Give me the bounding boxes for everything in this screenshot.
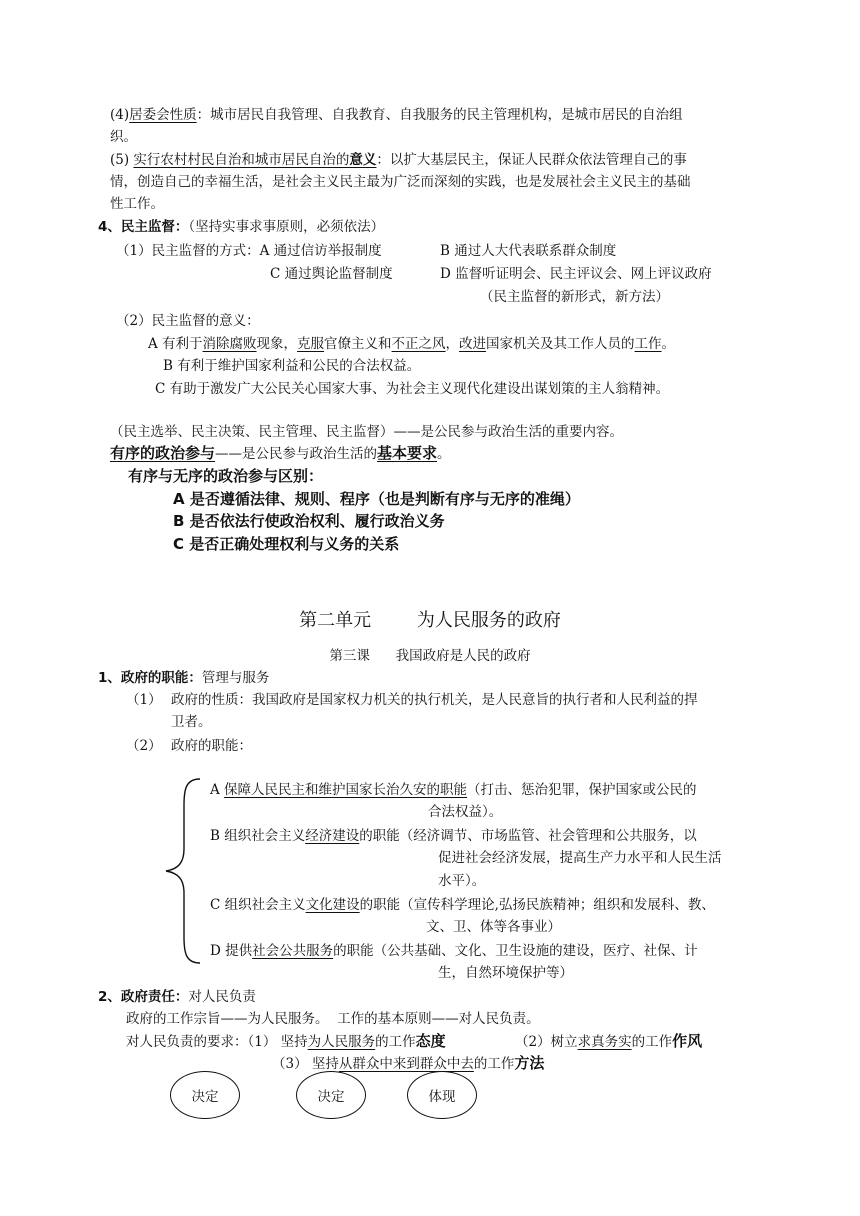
item-4-line1: (4)居委会性质：城市居民自我管理、自我教育、自我服务的民主管理机构，是城市居民的自治组 [110, 107, 683, 123]
supervision-methods-label: （1）民主监督的方式：A 通过信访举报制度 [116, 243, 382, 259]
curly-brace-icon [160, 775, 208, 967]
government-nature-line1: 政府的性质：我国政府是国家权力机关的执行机关，是人民意旨的执行者和人民利益的捍 [171, 692, 698, 708]
functions-label: 政府的职能： [171, 738, 252, 754]
orderly-participation-line: 有序的政治参与——是公民参与政治生活的基本要求。 [110, 444, 451, 462]
difference-title: 有序与无序的政治参与区别： [128, 467, 324, 485]
unit-title: 第二单元 为人民服务的政府 [299, 610, 561, 631]
significance-a: A 有利于消除腐败现象，克服官僚主义和不正之风，改进国家机关及其工作人员的工作。 [148, 336, 676, 352]
government-nature-line2: 卫者。 [171, 714, 212, 730]
significance-b: B 有利于维护国家利益和公民的合法权益。 [163, 358, 421, 374]
oval-decide-1: 决定 [170, 1071, 240, 1119]
nature-number: （1） [126, 692, 162, 708]
function-b-line1: B 组织社会主义经济建设的职能（经济调节、市场监管、社会管理和公共服务，以 [210, 828, 697, 844]
item-5-line2: 情，创造自己的幸福生活，是社会主义民主最为广泛而深刻的实践，也是发展社会主义民主的基础 [110, 174, 691, 190]
section-2-heading: 2、政府责任：对人民负责 [98, 989, 256, 1005]
method-d: D 监督听证明会、民主评议会、网上评议政府 [440, 266, 712, 282]
difference-a: A 是否遵循法律、规则、程序（也是判断有序与无序的准绳） [173, 490, 580, 508]
work-purpose-line: 政府的工作宗旨——为人民服务。 工作的基本原则——对人民负责。 [126, 1011, 540, 1027]
method-c: C 通过舆论监督制度 [270, 266, 393, 282]
requirement-2: （2）树立求真务实的工作作风 [515, 1032, 703, 1050]
significance-c: C 有助于激发广大公民关心国家大事、为社会主义现代化建设出谋划策的主人翁精神。 [155, 381, 670, 397]
lesson-title: 第三课 我国政府是人民的政府 [329, 648, 531, 664]
function-d-line2: 生，自然环境保护等） [438, 965, 573, 981]
residents-committee-term: 居委会性质 [129, 107, 197, 123]
section-4-heading: 4、民主监督：（坚持实事求事原则，必须依法） [98, 219, 385, 235]
requirement-3: （3） 坚持从群众中来到群众中去的工作方法 [272, 1054, 545, 1072]
function-a-line1: A 保障人民民主和维护国家长治久安的职能（打击、惩治犯罪，保护国家或公民的 [210, 782, 697, 798]
section-1-heading: 1、政府的职能：管理与服务 [98, 670, 270, 686]
method-d-note: （民主监督的新形式，新方法） [480, 289, 669, 305]
item-5-line1: (5) 实行农村村民自治和城市居民自治的意义：以扩大基层民主，保证人民群众依法管理自己的事 [110, 152, 687, 168]
difference-c: C 是否正确处理权利与义务的关系 [173, 535, 400, 553]
functions-number: （2） [126, 738, 162, 754]
method-b: B 通过人大代表联系群众制度 [440, 243, 617, 259]
difference-b: B 是否依法行使政治权利、履行政治义务 [173, 512, 445, 530]
requirements-line1: 对人民负责的要求：（1） 坚持为人民服务的工作态度 [126, 1032, 446, 1050]
participation-content: （民主选举、民主决策、民主管理、民主监督）——是公民参与政治生活的重要内容。 [110, 424, 623, 440]
function-b-line2: 促进社会经济发展，提高生产力水平和人民生活 [438, 850, 722, 866]
function-a-line2: 合法权益）。 [428, 804, 503, 820]
oval-reflect: 体现 [407, 1071, 477, 1119]
function-c-line2: 文、卫、体等各事业） [426, 919, 561, 935]
function-b-line3: 水平）。 [438, 873, 486, 889]
supervision-significance-label: （2）民主监督的意义： [116, 313, 260, 329]
item-5-line3: 性工作。 [110, 196, 164, 212]
oval-decide-2: 决定 [296, 1071, 366, 1119]
function-d-line1: D 提供社会公共服务的职能（公共基础、文化、卫生设施的建设，医疗、社保、计 [210, 943, 698, 959]
item-4-line2: 织。 [110, 129, 137, 145]
function-c-line1: C 组织社会主义文化建设的职能（宣传科学理论,弘扬民族精神；组织和发展科、教、 [210, 897, 715, 913]
